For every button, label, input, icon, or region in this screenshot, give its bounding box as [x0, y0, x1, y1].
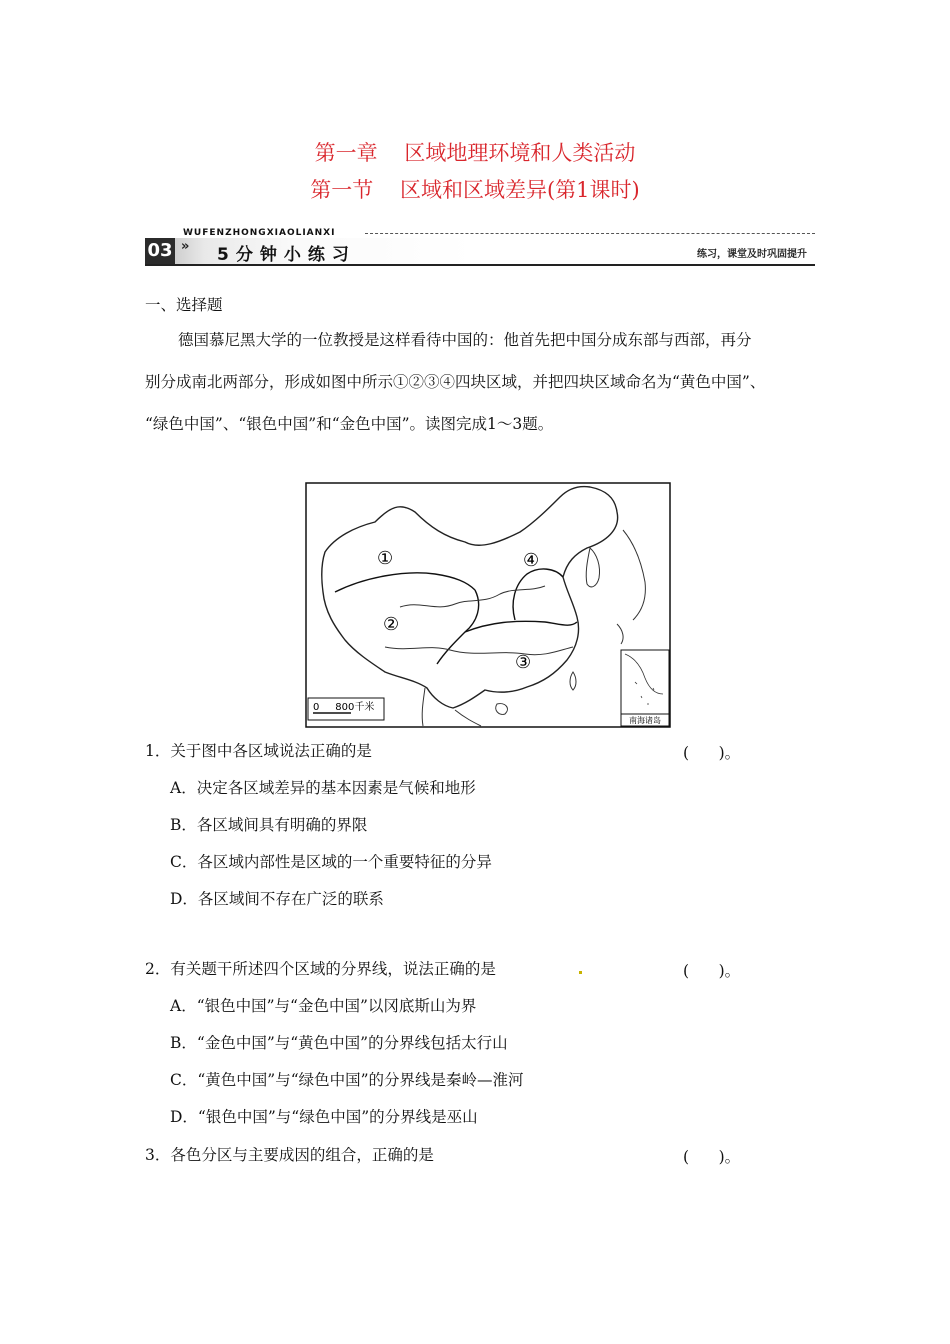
- region-label-2: ②: [383, 614, 400, 635]
- region-label-1: ①: [377, 548, 394, 569]
- banner-rule: [145, 264, 815, 266]
- question-2-option-c: C．“黄色中国”与“绿色中国”的分界线是秦岭—淮河: [170, 1071, 524, 1089]
- question-1-option-a: A．决定各区域差异的基本因素是气候和地形: [170, 779, 476, 797]
- question-1-option-b: B．各区域间具有明确的界限: [170, 816, 368, 834]
- banner-heading: 5分钟小练习: [217, 245, 356, 265]
- question-1-option-d: D．各区域间不存在广泛的联系: [170, 890, 384, 908]
- scale-label: 0 800千米: [313, 702, 375, 713]
- region-label-3: ③: [515, 652, 532, 673]
- banner-dashed-line: [365, 233, 815, 234]
- question-3-stem: 3．各色分区与主要成因的组合，正确的是: [145, 1146, 434, 1164]
- question-2-option-b: B．“金色中国”与“黄色中国”的分界线包括太行山: [170, 1034, 508, 1052]
- practice-banner: [145, 224, 815, 266]
- question-1-answer-blank: ( )。: [683, 744, 741, 762]
- inset-label: 南海诸岛: [629, 716, 661, 725]
- banner-number: 03: [145, 238, 175, 264]
- chapter-title: 第一章 区域地理环境和人类活动: [314, 141, 636, 165]
- intro-line-3: “绿色中国”、“银色中国”和“金色中国”。读图完成1～3题。: [145, 415, 554, 433]
- intro-line-1: 德国慕尼黑大学的一位教授是这样看待中国的：他首先把中国分成东部与西部，再分: [178, 331, 752, 349]
- question-1-stem: 1．关于图中各区域说法正确的是: [145, 742, 372, 760]
- map-svg: [305, 482, 671, 728]
- question-2-answer-blank: ( )。: [683, 962, 741, 980]
- question-2-stem: 2．有关题干所述四个区域的分界线，说法正确的是: [145, 960, 496, 978]
- double-arrow-icon: »: [181, 239, 190, 254]
- question-2-option-d: D．“银色中国”与“绿色中国”的分界线是巫山: [170, 1108, 478, 1126]
- china-regions-map: [305, 482, 671, 728]
- section-label: 一、选择题: [145, 296, 223, 314]
- question-1-option-c: C．各区域内部性是区域的一个重要特征的分异: [170, 853, 492, 871]
- intro-line-2: 别分成南北两部分，形成如图中所示①②③④四块区域，并把四块区域命名为“黄色中国”、: [145, 373, 766, 391]
- stray-dot: [579, 971, 582, 974]
- section-title: 第一节 区域和区域差异(第1课时): [310, 178, 640, 202]
- question-3-answer-blank: ( )。: [683, 1148, 741, 1166]
- banner-pinyin: WUFENZHONGXIAOLIANXI: [183, 228, 336, 238]
- question-2-option-a: A．“银色中国”与“金色中国”以冈底斯山为界: [170, 997, 477, 1015]
- region-label-4: ④: [523, 550, 540, 571]
- banner-subtitle: 练习，课堂及时巩固提升: [697, 249, 807, 260]
